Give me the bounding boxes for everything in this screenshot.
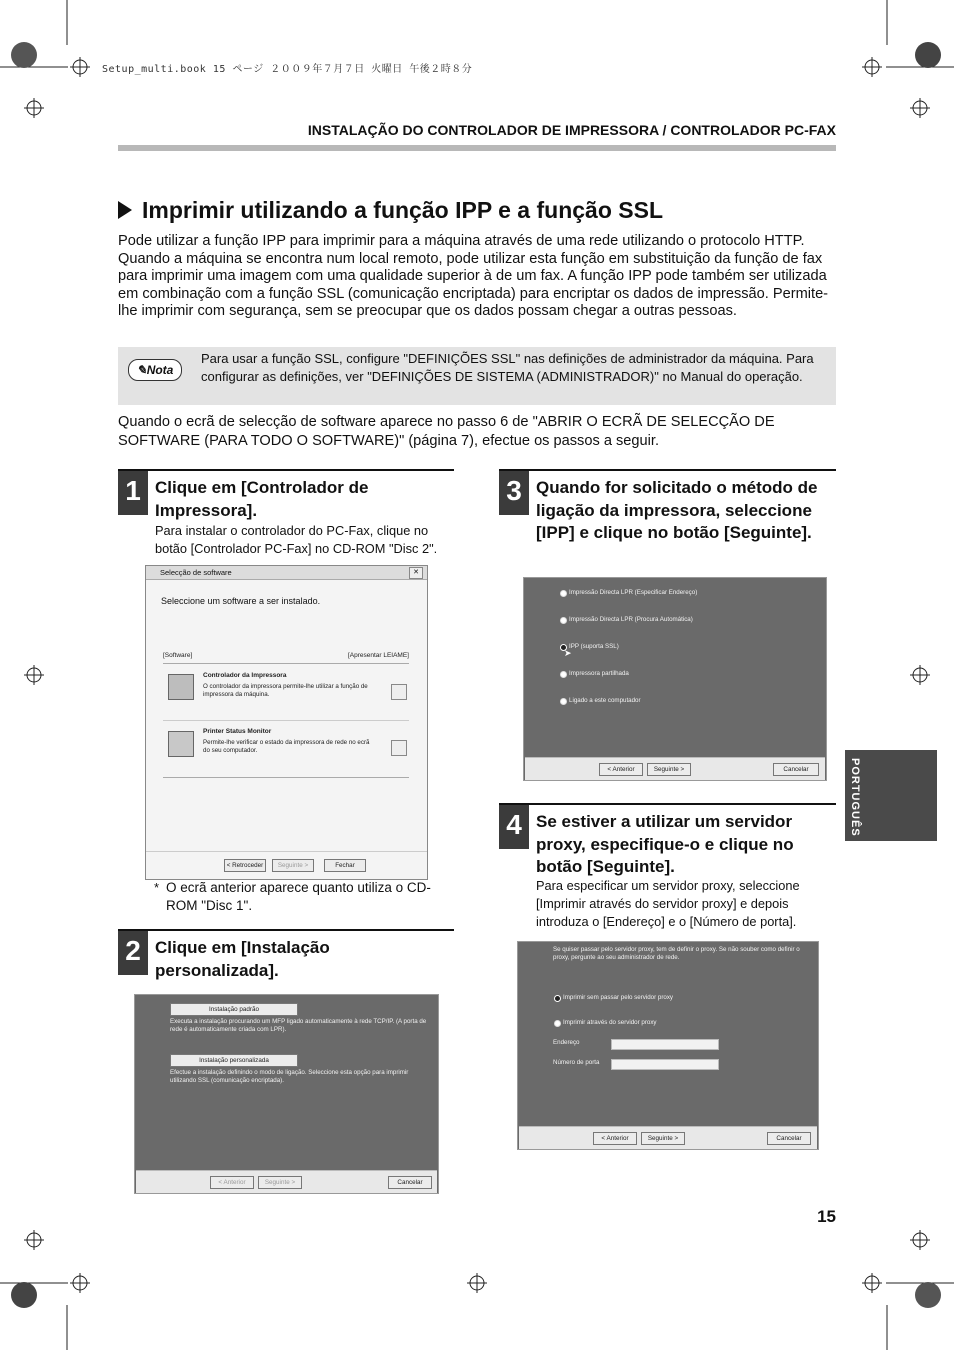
option-radio[interactable] xyxy=(560,698,567,705)
cancel-button[interactable]: Cancelar xyxy=(773,763,819,776)
custom-install-button[interactable]: Instalação personalizada xyxy=(170,1054,298,1067)
option-radio-selected[interactable] xyxy=(554,995,561,1002)
note-badge-label: Nota xyxy=(146,363,174,377)
option-lpr-auto[interactable]: Impressão Directa LPR (Procura Automática) xyxy=(569,616,693,623)
step-3-number: 3 xyxy=(499,471,529,515)
step-2-title: Clique em [Instalação personalizada]. xyxy=(155,938,330,980)
monitor-icon xyxy=(168,731,194,757)
step-3-rule xyxy=(499,469,836,471)
dialog-prompt: Seleccione um software a ser instalado. xyxy=(161,596,321,606)
step-4-title: Se estiver a utilizar um servidor proxy, especifique-o e clique no botão [Seguinte]. xyxy=(536,812,794,876)
option-radio[interactable] xyxy=(560,671,567,678)
running-head: INSTALAÇÃO DO CONTROLADOR DE IMPRESSORA / CONTROLADOR PC-FAX xyxy=(307,122,836,138)
readme-column-label: [Apresentar LEIAME] xyxy=(347,652,409,659)
software-column-label: [Software] xyxy=(163,652,193,659)
status-monitor-desc: Permite-lhe verificar o estado da impressora de rede no ecrã do seu computador. xyxy=(203,739,370,754)
step-4-rule xyxy=(499,803,836,805)
printer-icon xyxy=(168,674,194,700)
page-number: 15 xyxy=(817,1207,836,1226)
next-button[interactable]: Seguinte > xyxy=(647,763,691,776)
port-label: Número de porta xyxy=(553,1059,600,1066)
software-selection-dialog xyxy=(145,565,428,880)
note-box xyxy=(118,347,836,405)
option-shared[interactable]: Impressora partilhada xyxy=(569,670,629,677)
option-use-proxy[interactable]: Imprimir através do servidor proxy xyxy=(563,1019,657,1026)
step-1-footnote-mark: * xyxy=(154,880,160,895)
cursor-icon: ➤ xyxy=(564,648,572,658)
note-text: Para usar a função SSL, configure "DEFINIÇÕES SSL" nas definições de administrador da máquina. Para configurar as definições, ver "DEFINIÇÕES DE SISTEMA (ADMINISTRADOR)" no Manual do operação. xyxy=(201,351,814,384)
option-lpr-address[interactable]: Impressão Directa LPR (Especificar Endereço) xyxy=(569,589,698,596)
language-tab xyxy=(845,750,937,841)
option-ipp[interactable]: IPP (suporta SSL) xyxy=(569,643,619,650)
standard-install-button[interactable]: Instalação padrão xyxy=(170,1003,298,1016)
back-button[interactable]: < Anterior xyxy=(599,763,643,776)
dialog-button-bar xyxy=(525,757,825,780)
option-local[interactable]: Ligado a este computador xyxy=(569,697,641,704)
readme-icon[interactable] xyxy=(391,740,407,756)
step-1-footnote: O ecrã anterior aparece quanto utiliza o CD-ROM "Disc 1". xyxy=(166,880,431,913)
triangle-bullet-icon xyxy=(118,201,132,219)
proxy-dialog xyxy=(517,941,819,1150)
step-1-rule xyxy=(118,469,454,471)
step-3-title: Quando for solicitado o método de ligação da impressora, seleccione [IPP] e clique no botão [Seguinte]. xyxy=(536,478,818,542)
printer-driver-title: Controlador da Impressora xyxy=(203,672,287,679)
step-4-number: 4 xyxy=(499,805,529,849)
next-button[interactable]: Seguinte > xyxy=(641,1132,685,1145)
option-radio[interactable] xyxy=(560,590,567,597)
list-bottom-rule xyxy=(163,777,409,778)
printer-driver-item[interactable] xyxy=(163,670,409,718)
language-tab-label: PORTUGUÊS xyxy=(849,758,861,837)
install-type-dialog xyxy=(134,994,439,1194)
option-radio[interactable] xyxy=(560,617,567,624)
note-badge xyxy=(128,359,182,381)
step-2-rule xyxy=(118,929,454,931)
step-1-title: Clique em [Controlador de Impressora]. xyxy=(155,478,369,520)
address-field[interactable] xyxy=(611,1039,719,1050)
back-button[interactable]: < Anterior xyxy=(593,1132,637,1145)
list-separator xyxy=(163,720,409,721)
header-rule xyxy=(118,145,836,151)
dialog-title: Selecção de software xyxy=(160,568,232,577)
instruction-paragraph: Quando o ecrã de selecção de software aparece no passo 6 de "ABRIR O ECRÃ DE SELECÇÃO DE SOFTWARE (PARA TODO O SOFTWARE)" (página 7), efectue os passos a seguir. xyxy=(118,414,775,449)
back-button[interactable]: < Anterior xyxy=(210,1176,254,1189)
next-button[interactable]: Seguinte > xyxy=(258,1176,302,1189)
readme-icon[interactable] xyxy=(391,684,407,700)
step-1-number: 1 xyxy=(118,471,148,515)
option-radio[interactable] xyxy=(554,1020,561,1027)
status-monitor-title: Printer Status Monitor xyxy=(203,728,272,735)
port-field[interactable] xyxy=(611,1059,719,1070)
back-button[interactable]: < Retroceder xyxy=(224,859,266,872)
standard-install-desc: Executa a instalação procurando um MFP ligado automaticamente à rede TCP/IP. (A porta de rede é automaticamente criada com LPR). xyxy=(170,1018,427,1033)
custom-install-desc: Efectue a instalação definindo o modo de ligação. Seleccione esta opção para imprimir utilizando SSL (comunicação encriptada). xyxy=(170,1069,409,1084)
dialog-button-bar xyxy=(519,1126,817,1149)
step-2-number: 2 xyxy=(118,931,148,975)
intro-paragraph: Pode utilizar a função IPP para imprimir para a máquina através de uma rede utilizando o protocolo HTTP. Quando a máquina se encontra num local remoto, pode utilizar esta função em substituição da função de fax para imprimir uma imagem com uma qualidade superior à de um fax. A função IPP pode também ser utilizada em combinação com a função SSL (comunicação encriptada) para encriptar os dados de impressão. Permite-lhe imprimir com segurança, sem se preocupar que os dados possam chegar a outras pessoas. xyxy=(118,233,829,320)
step-1-body: Para instalar o controlador do PC-Fax, clique no botão [Controlador PC-Fax] no CD-ROM "Disc 2". xyxy=(155,523,438,556)
dialog-titlebar xyxy=(146,566,427,580)
option-no-proxy[interactable]: Imprimir sem passar pelo servidor proxy xyxy=(563,994,674,1001)
print-header: Setup_multi.book 15 ページ ２００９年７月７日 火曜日 午後２時８分 xyxy=(102,64,473,75)
close-button[interactable]: Fechar xyxy=(324,859,366,872)
list-top-rule xyxy=(163,663,409,664)
connection-method-dialog xyxy=(523,577,827,781)
close-icon[interactable]: ✕ xyxy=(409,567,423,579)
section-title-text: Imprimir utilizando a função IPP e a função SSL xyxy=(142,197,664,223)
step-4-body: Para especificar um servidor proxy, seleccione [Imprimir através do servidor proxy] e depois introduza o [Endereço] e o [Número de porta]. xyxy=(536,878,800,929)
printer-driver-desc: O controlador da impressora permite-lhe utilizar a função de impressora da máquina. xyxy=(203,683,368,698)
section-title xyxy=(118,197,663,224)
next-button[interactable]: Seguinte > xyxy=(272,859,314,872)
address-label: Endereço xyxy=(553,1039,580,1046)
pencil-icon: ✎ xyxy=(136,363,147,377)
status-monitor-item[interactable] xyxy=(163,726,409,774)
dialog-button-bar xyxy=(136,1170,437,1193)
proxy-intro: Se quiser passar pelo servidor proxy, tem de definir o proxy. Se não souber como definir o proxy, pergunte ao seu administrador de rede. xyxy=(553,946,800,961)
cancel-button[interactable]: Cancelar xyxy=(388,1176,432,1189)
cancel-button[interactable]: Cancelar xyxy=(767,1132,811,1145)
button-row-rule xyxy=(146,851,427,852)
